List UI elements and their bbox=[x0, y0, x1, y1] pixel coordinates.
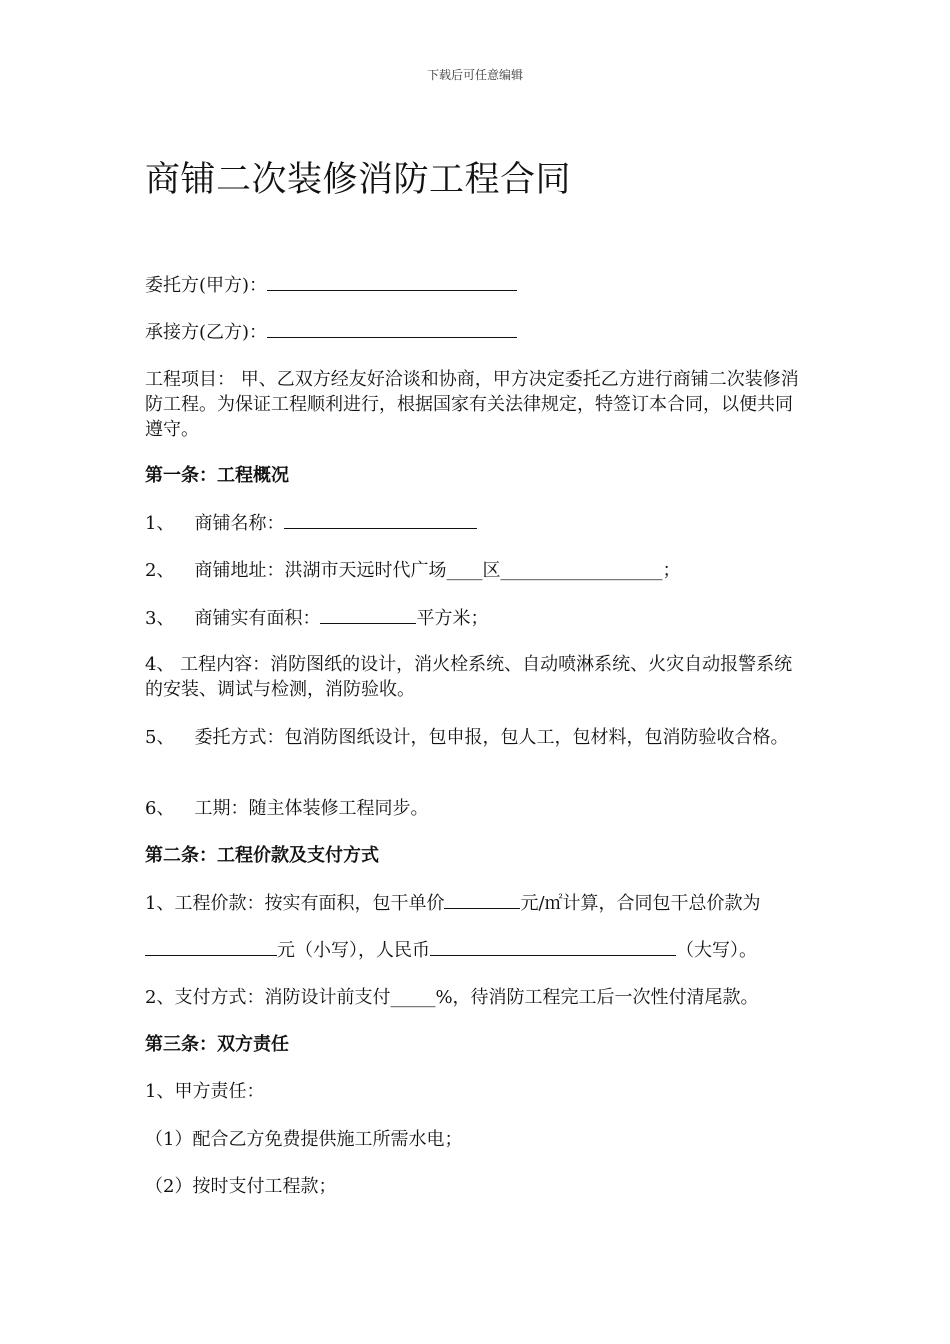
page-title: 商铺二次装修消防工程合同 bbox=[145, 160, 572, 200]
article3-heading: 第三条：双方责任 bbox=[145, 1034, 289, 1055]
pay-blank: _____ bbox=[390, 987, 436, 1008]
party-b-label: 承接方(乙方)： bbox=[145, 322, 268, 343]
total-small-blank bbox=[145, 937, 277, 956]
article2-heading: 第二条：工程价款及支付方式 bbox=[145, 845, 379, 866]
price-a: 1、工程价款：按实有面积，包干单价 bbox=[145, 893, 445, 914]
item2-label: 商铺地址：洪湖市天远时代广场 bbox=[194, 560, 447, 581]
header-note: 下载后可任意编辑 bbox=[426, 68, 523, 82]
item1-label: 商铺名称： bbox=[194, 513, 285, 534]
project-intro: 工程项目： 甲、乙双方经友好洽谈和协商，甲方决定委托乙方进行商铺二次装修消防工程。为保证工程顺利进行，根据国家有关法律规定，特签订本合同，以便共同遵守。 bbox=[145, 369, 799, 440]
party-a-blank bbox=[267, 272, 517, 291]
item6-num: 6、 bbox=[145, 798, 175, 819]
article1-item4: 4、 工程内容：消防图纸的设计，消火栓系统、自动喷淋系统、火灾自动报警系统的安装、调试与检测，消防验收。 bbox=[145, 654, 793, 700]
article1-item2 bbox=[145, 558, 680, 583]
price-c: 元（小写），人民币 bbox=[277, 940, 430, 961]
item2-blank1: ____ bbox=[446, 560, 483, 581]
item3-blank bbox=[320, 605, 416, 624]
item3-label: 商铺实有面积： bbox=[194, 608, 321, 629]
party-b-line bbox=[145, 319, 517, 345]
article2-price-line2 bbox=[145, 937, 757, 963]
item6-text: 工期：随主体装修工程同步。 bbox=[194, 798, 429, 819]
price-b: 元/㎡计算，合同包干总价款为 bbox=[520, 893, 761, 914]
item2-mid: 区 bbox=[482, 560, 501, 581]
article2-price-line1 bbox=[145, 890, 761, 916]
article2-payment bbox=[145, 985, 759, 1010]
item3-unit: 平方米； bbox=[416, 608, 489, 629]
party-a-line bbox=[145, 272, 517, 298]
article1-item5 bbox=[145, 725, 788, 750]
item1-num: 1、 bbox=[145, 513, 175, 534]
article1-item3 bbox=[145, 605, 488, 631]
item1-blank bbox=[284, 510, 477, 529]
article1-item6 bbox=[145, 796, 428, 821]
item2-blank2: __________________ bbox=[500, 560, 663, 581]
pay-a: 2、支付方式：消防设计前支付 bbox=[145, 987, 391, 1008]
item5-num: 5、 bbox=[145, 727, 175, 748]
party-b-blank bbox=[267, 319, 517, 338]
article3-sub1: 1、甲方责任： bbox=[145, 1081, 265, 1102]
pay-b: %，待消防工程完工后一次性付清尾款。 bbox=[435, 987, 759, 1008]
item3-num: 3、 bbox=[145, 608, 175, 629]
article3-duty2: （2）按时支付工程款； bbox=[145, 1176, 337, 1197]
item2-num: 2、 bbox=[145, 560, 175, 581]
article1-heading: 第一条：工程概况 bbox=[145, 465, 289, 486]
party-a-label: 委托方(甲方)： bbox=[145, 275, 268, 296]
article3-duty1: （1）配合乙方免费提供施工所需水电； bbox=[145, 1129, 463, 1150]
article1-item1 bbox=[145, 510, 477, 536]
item5-text: 委托方式：包消防图纸设计，包申报，包人工，包材料，包消防验收合格。 bbox=[194, 727, 789, 748]
total-capital-blank bbox=[430, 937, 676, 956]
item2-end: ； bbox=[662, 560, 681, 581]
unit-price-blank bbox=[444, 890, 520, 909]
price-d: （大写）。 bbox=[676, 940, 757, 961]
